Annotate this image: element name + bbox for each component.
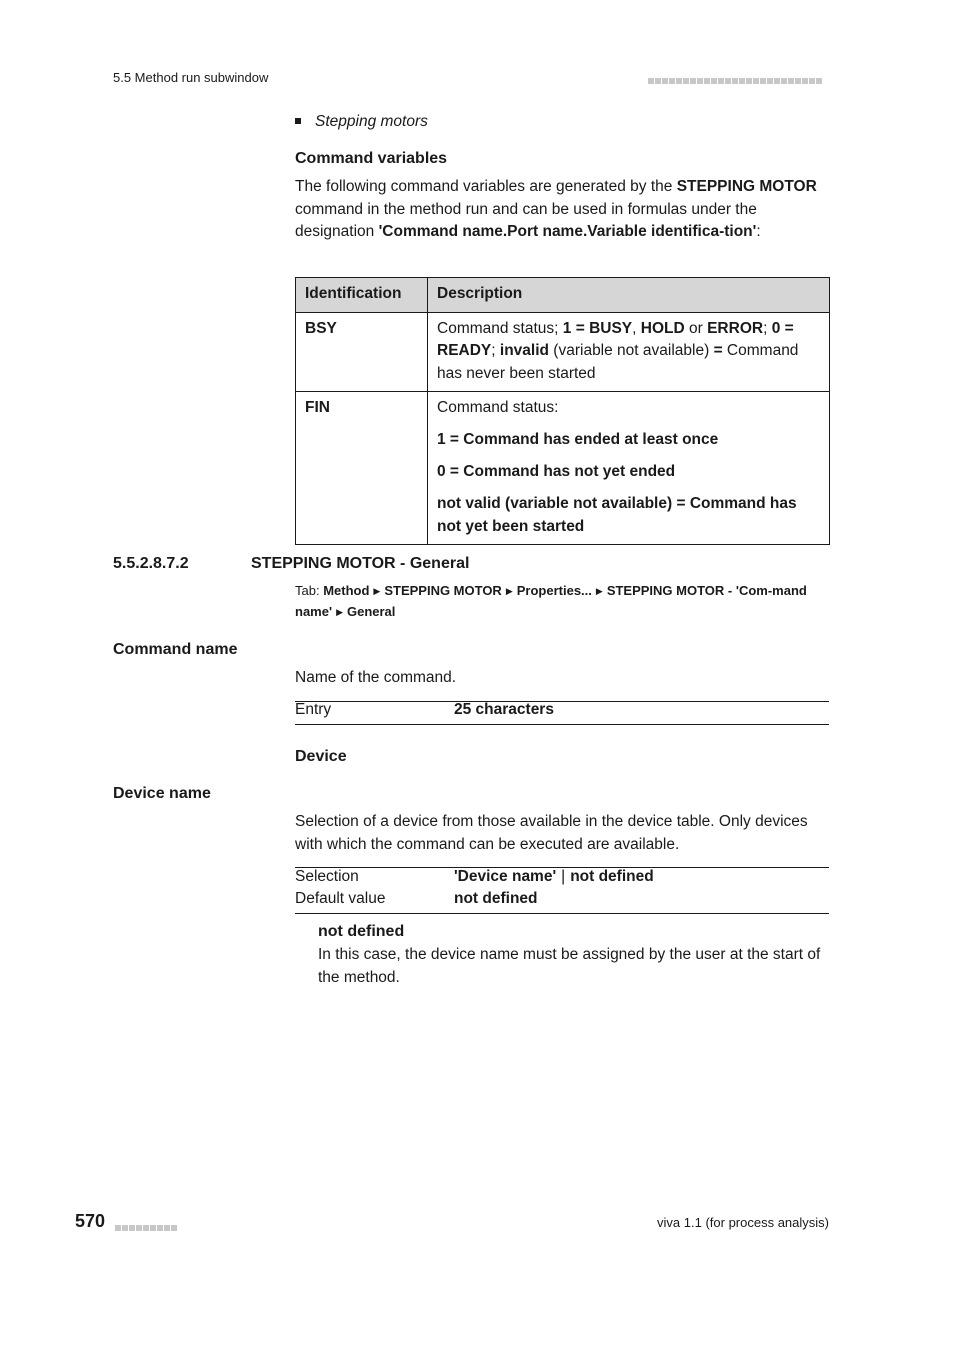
desc-part: ; [763,319,772,337]
device-name-description: Selection of a device from those available in the device table. Only devices with which the command can be executed are available. [295,813,808,853]
col-identification: Identification [296,278,428,313]
desc-line: 1 = Command has ended at least once [437,431,719,448]
entry-key: Entry [295,701,332,718]
desc-part: (variable not available) [549,342,714,359]
desc-part: Command status; [437,319,563,337]
selection-option: not defined [570,868,654,885]
tab-breadcrumb [295,581,825,623]
table-header-row [296,278,830,313]
desc-part: 0 = READY [437,319,794,359]
table-row [296,392,830,545]
header-decorative-dots [648,72,823,90]
triangle-right-icon: ▶ [373,586,381,596]
desc-line: 0 = Command has not yet ended [437,463,676,480]
note-title: not defined [318,923,405,940]
desc-part: ERROR [707,319,764,337]
variable-description [428,312,830,392]
triangle-right-icon: ▶ [505,586,513,596]
bullet-square-icon [295,118,301,124]
default-value: not defined [454,890,538,907]
breadcrumb-item: General [346,604,396,619]
device-heading: Device [295,748,347,765]
desc-line: not valid (variable not available) = Command has not yet been started [437,495,797,535]
running-header-section: 5.5 Method run subwindow [113,70,269,85]
selection-separator: | [561,868,566,885]
triangle-right-icon: ▶ [595,586,603,596]
section-number: 5.5.2.8.7.2 [113,555,189,572]
breadcrumb-item: STEPPING MOTOR [384,583,502,598]
desc-part: , [632,319,641,337]
breadcrumb-item: Method [323,583,370,598]
desc-part: ; [491,342,500,359]
command-name-description: Name of the command. [295,669,457,686]
selection-value [454,868,654,886]
col-description: Description [428,278,830,313]
desc-line: Command status: [437,399,559,416]
command-variables-intro [295,176,831,244]
section-title: STEPPING MOTOR - General [251,555,470,572]
variable-description [428,392,830,545]
intro-bold-command: STEPPING MOTOR [676,178,817,195]
intro-text-2: command in the method run and can be used in formulas under the designation [295,200,757,240]
command-variables-heading: Command variables [295,150,448,167]
footer-product: viva 1.1 (for process analysis) [657,1215,829,1230]
desc-part: or [684,319,708,337]
desc-part: HOLD [640,319,685,337]
desc-part: 1 = BUSY [562,319,633,337]
intro-bold-designation: 'Command name.Port name.Variable identifica-tion' [378,223,757,240]
triangle-right-icon: ▶ [336,607,343,617]
desc-part: invalid [499,342,549,359]
divider [295,724,829,725]
table-row [296,312,830,392]
default-key: Default value [295,890,386,907]
bullet-item [295,113,428,131]
page-number: 570 [75,1211,106,1231]
note-text: In this case, the device name must be assigned by the user at the start of the method. [318,946,821,986]
intro-text-3: : [756,223,761,240]
bullet-item-text: Stepping motors [315,113,428,130]
selection-key: Selection [295,868,359,885]
desc-part: Command has never been started [437,342,799,382]
desc-part: = [713,342,723,359]
command-variables-table [295,277,830,545]
tab-prefix: Tab: [295,583,324,598]
divider [295,701,829,702]
intro-text-1: The following command variables are generated by the [295,178,677,195]
device-name-label: Device name [113,785,211,802]
variable-id: BSY [296,312,428,392]
command-name-label: Command name [113,641,238,658]
divider [295,913,829,914]
breadcrumb-item: Properties... [516,583,592,598]
breadcrumb-item: STEPPING MOTOR - 'Com-mand name' [295,583,807,619]
footer-decorative-dots [115,1219,178,1237]
entry-value: 25 characters [454,701,554,718]
variable-id: FIN [296,392,428,545]
selection-option: 'Device name' [454,868,557,885]
